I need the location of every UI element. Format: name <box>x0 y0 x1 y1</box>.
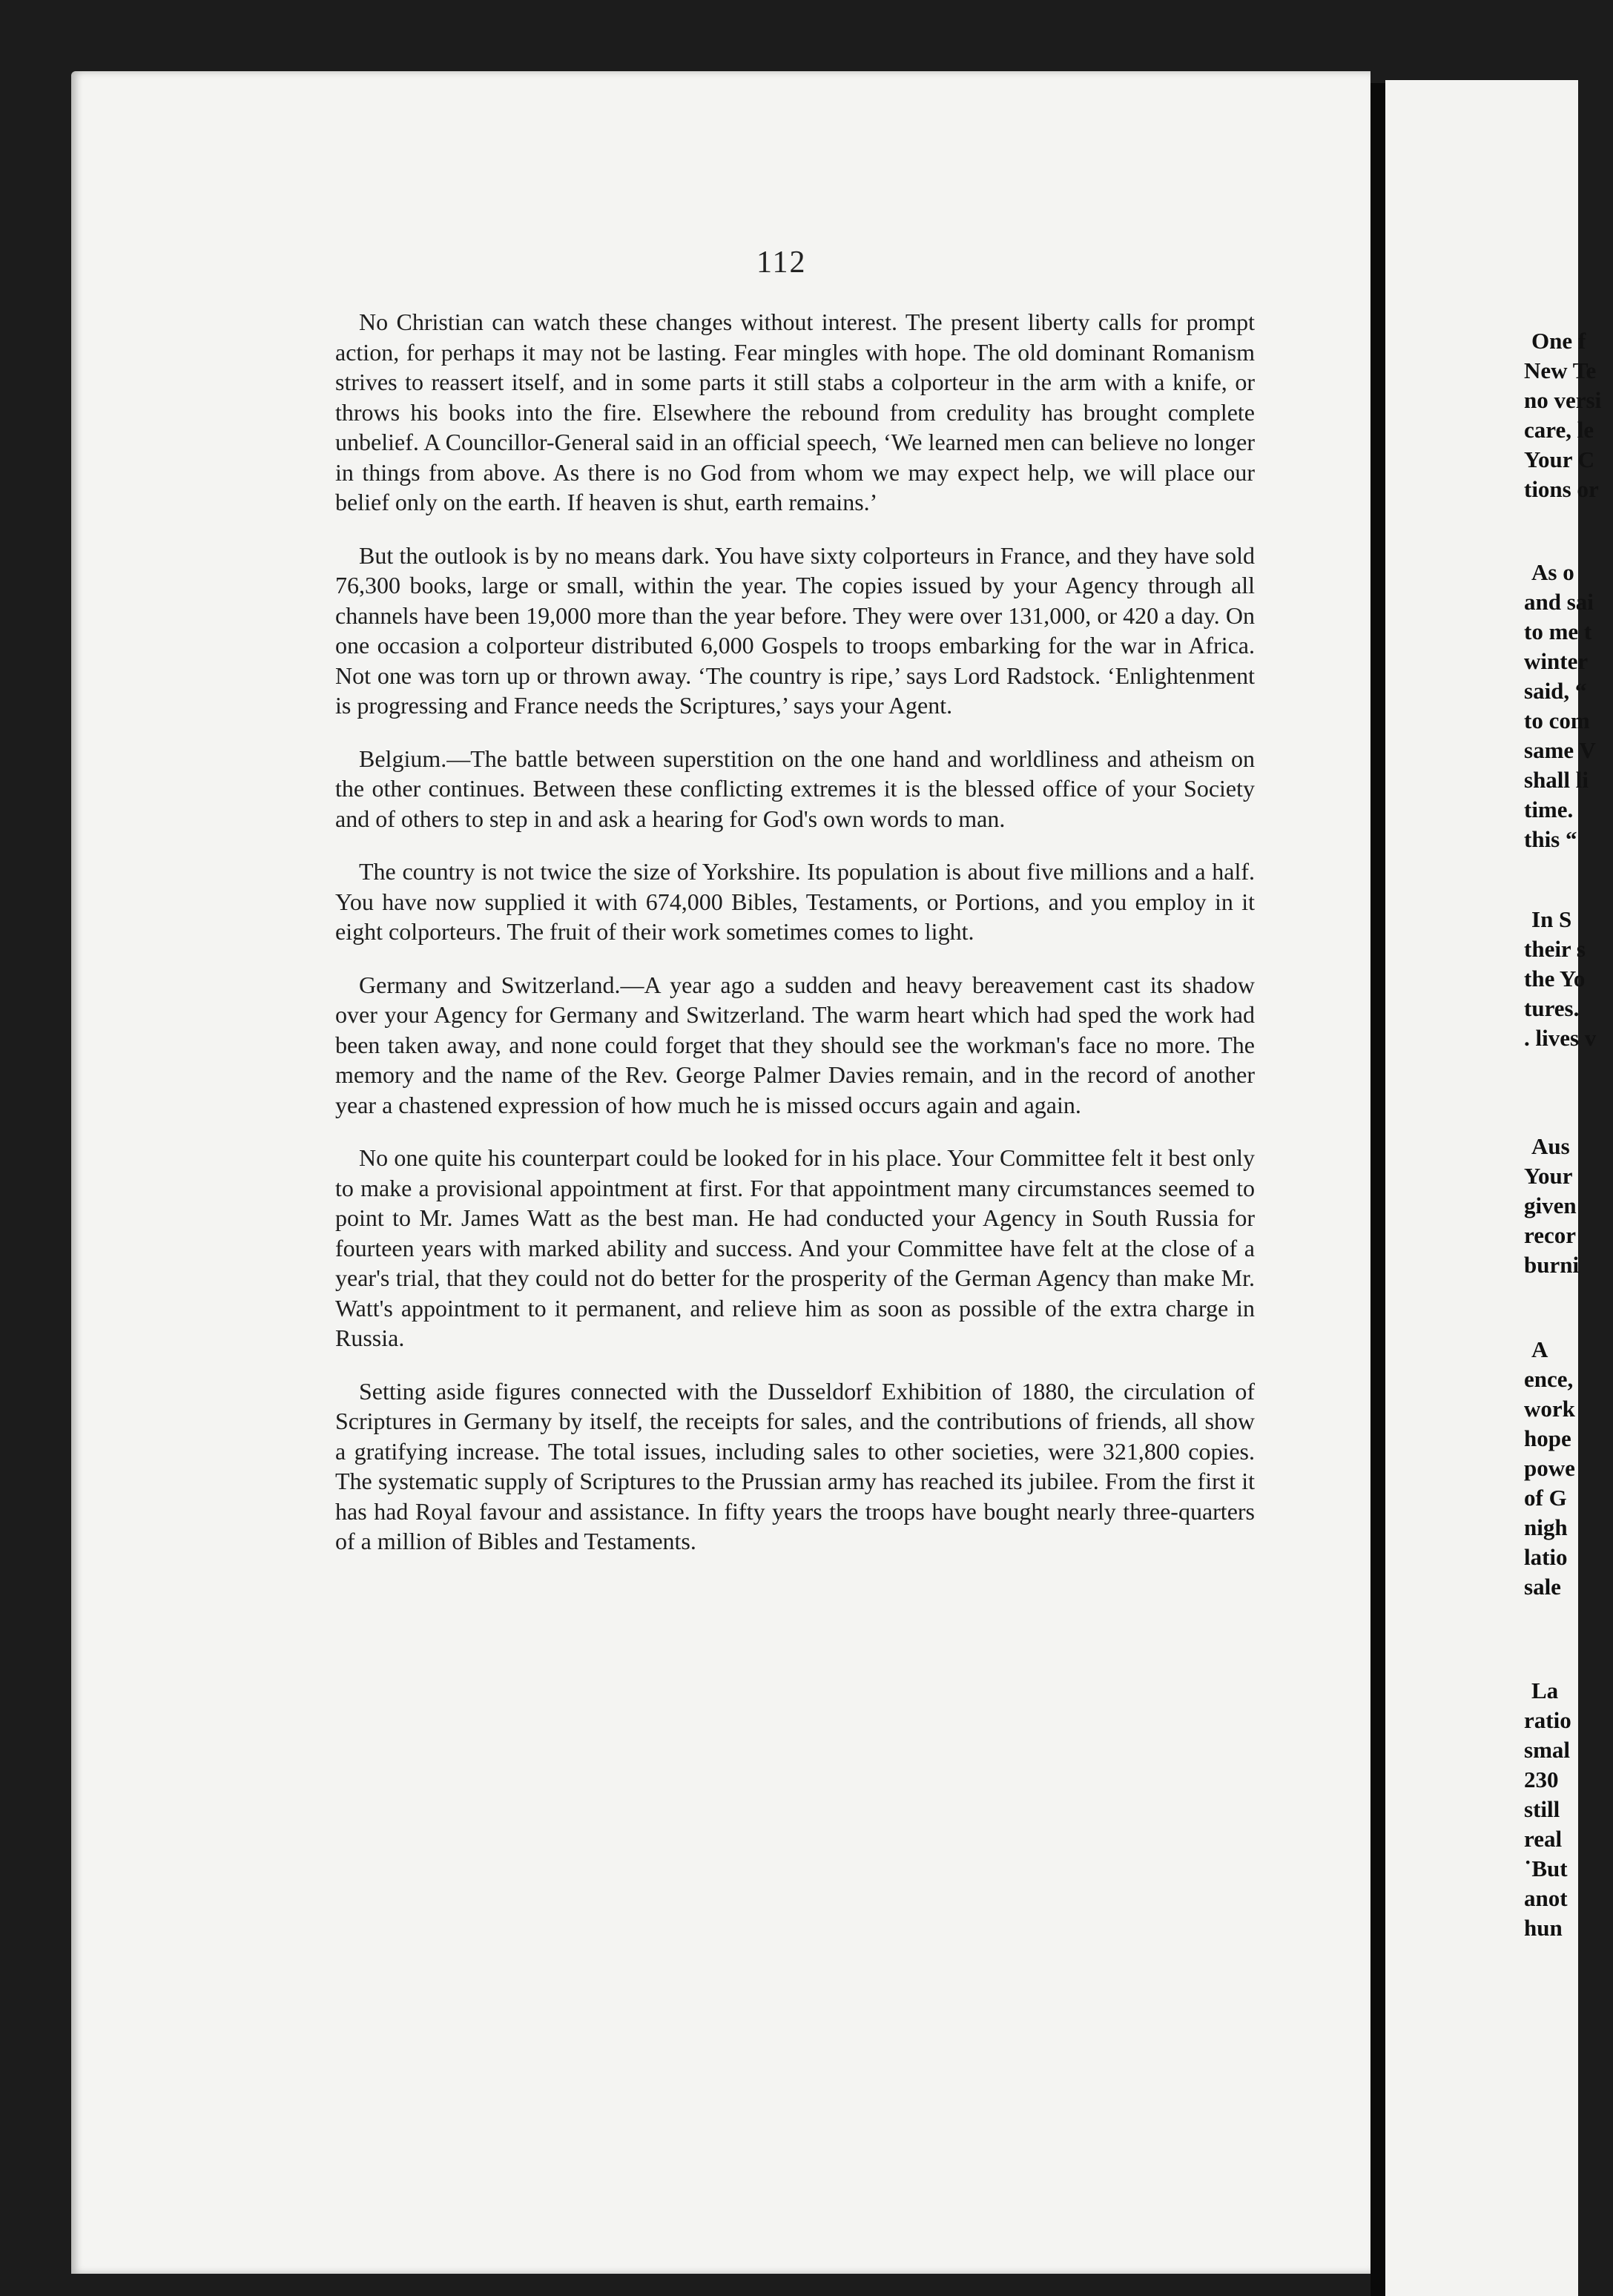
paragraph-committee: No one quite his counterpart could be looked for in his place. Your Committee felt it best only to make a provisional appointment at first. For that appointment many circumstances seemed to point to Mr. James Watt as the best man. He had conducted your Agency in South Russia for fourteen years with marked ability and success. And your Committee have felt at the close of a year's trial, that they could not do better for the prosperity of the German Agency than make Mr. Watt's appointment to it permanent, and relieve him as soon as possible of the extra charge in Russia. <box>335 1144 1255 1351</box>
right-fragment-line: ratio <box>1524 1707 1571 1733</box>
right-fragment-line: La <box>1531 1678 1559 1703</box>
right-fragment-line: their s <box>1524 936 1586 962</box>
right-fragment-line: winter <box>1524 648 1589 674</box>
right-fragment-line: to com <box>1524 707 1590 733</box>
right-fragment-line: and sai <box>1524 589 1594 615</box>
right-fragment-line: anot <box>1524 1885 1568 1911</box>
right-fragment-line: of G <box>1524 1485 1567 1511</box>
right-fragment-line: time. <box>1524 796 1574 822</box>
right-fragment-line: care, le <box>1524 417 1594 443</box>
right-fragment-line: shall li <box>1524 767 1589 793</box>
right-fragment-paragraph <box>1524 905 1596 1053</box>
right-fragment-line: tures. <box>1524 995 1580 1021</box>
right-fragment-line: work <box>1524 1396 1575 1422</box>
right-fragment-paragraph <box>1524 1132 1579 1280</box>
paragraph-belgium: Belgium.—The battle between superstition on the one hand and worldliness and atheism on the other continues. Between these conflicting extremes it is the blessed office of your Society and of others to step in and ask a hearing for God's own words to man. <box>335 745 1255 832</box>
right-fragment-line: this “ <box>1524 826 1577 852</box>
page-number: 112 <box>756 245 807 280</box>
page-body <box>335 307 1255 1580</box>
right-fragment-line: Your C <box>1524 446 1595 472</box>
right-fragment-paragraph <box>1524 1676 1571 1943</box>
right-fragment-line: New Te <box>1524 357 1597 383</box>
right-fragment-line: to me t <box>1524 618 1592 644</box>
right-fragment-line: smal <box>1524 1737 1570 1763</box>
paragraph-belgium-country: The country is not twice the size of Yorkshire. Its population is about five millions and a half. You have now supplied it with 674,000 Bibles, Testaments, or Portions, and you employ in it eight colporteurs. The fruit of their work sometimes comes to light. <box>335 858 1255 945</box>
right-fragment-line: Aus <box>1531 1133 1570 1159</box>
right-fragment-paragraph <box>1524 326 1601 504</box>
right-fragment-paragraph <box>1524 558 1596 854</box>
right-fragment-line: recor <box>1524 1222 1576 1248</box>
right-fragment-line: . lives v <box>1524 1025 1597 1051</box>
right-fragment-line: powe <box>1524 1455 1575 1481</box>
right-fragment-line: sale <box>1524 1574 1561 1600</box>
right-fragment-line: real <box>1524 1826 1563 1852</box>
paragraph-france-outlook: But the outlook is by no means dark. You have sixty colporteurs in France, and they have sold 76,300 books, large or small, within the year. The copies issued by your Agency through all channels have been 19,000 more than the year before. They were over 131,000, or 420 a day. On one occasion a colporteur distributed 6,000 Gospels to troops embarking for the war in Africa. Not one was torn up or thrown away. ‘The country is ripe,’ says Lord Radstock. ‘Enlightenment is progressing and France needs the Scriptures,’ says your Agent. <box>335 541 1255 719</box>
paragraph-dusseldorf: Setting aside figures connected with the Dusseldorf Exhibition of 1880, the circulation of Scriptures in Germany by itself, the receipts for sales, and the contributions of friends, all show a gratifying increase. The total issues, including sales to other societies, were 321,800 copies. The systematic supply of Scriptures to the Prussian army has reached its jubilee. From the first it has had Royal favour and assistance. In fifty years the troops have bought nearly three-quarters of a million of Bibles and Testaments. <box>335 1377 1255 1554</box>
right-fragment-line: A <box>1531 1336 1548 1362</box>
right-fragment-line: In S <box>1531 906 1572 932</box>
right-fragment-line: no versi <box>1524 387 1602 413</box>
right-fragment-line: ence, <box>1524 1366 1574 1392</box>
book-gutter <box>1370 83 1385 2296</box>
right-fragment-line: latio <box>1524 1544 1568 1570</box>
right-fragment-line: hun <box>1524 1915 1563 1941</box>
right-fragment-line: ˙But <box>1524 1855 1568 1881</box>
right-fragment-line: nigh <box>1524 1514 1568 1540</box>
right-fragment-line: said, “ <box>1524 678 1587 704</box>
right-fragment-line: the Yo <box>1524 966 1586 992</box>
right-fragment-line: hope <box>1524 1425 1571 1451</box>
right-fragment-paragraph <box>1524 1335 1575 1602</box>
right-fragment-line: 230 <box>1524 1766 1559 1792</box>
right-fragment-line: Your <box>1524 1163 1573 1189</box>
right-fragment-line: tions or <box>1524 476 1599 502</box>
right-fragment-line: given <box>1524 1192 1577 1218</box>
right-fragment-line: As o <box>1531 559 1574 585</box>
right-fragment-line: still <box>1524 1796 1560 1822</box>
right-fragment-line: same V <box>1524 737 1596 763</box>
paragraph-germany: Germany and Switzerland.—A year ago a sudden and heavy bereavement cast its shadow over your Agency for Germany and Switzerland. The warm heart which had sped the work had been taken away, and none could forget that they should see the workman's face no more. The memory and the name of the Rev. George Palmer Davies remain, and in the record of another year a chastened expression of how much he is missed occurs again and again. <box>335 971 1255 1118</box>
paragraph-france-intro: No Christian can watch these changes without interest. The present liberty calls for prompt action, for perhaps it may not be lasting. Fear mingles with hope. The old dominant Romanism strives to reassert itself, and in some parts it still stabs a colporteur in the arm with a knife, or throws his books into the fire. Elsewhere the rebound from credulity has brought complete unbelief. A Councillor-General said in an official speech, ‘We learned men can believe no longer in things from above. As there is no God from whom we may expect help, we will place our belief only on the earth. If heaven is shut, earth remains.’ <box>335 309 1255 515</box>
right-fragment-line: burni <box>1524 1252 1580 1278</box>
right-fragment-line: One f <box>1531 328 1586 354</box>
